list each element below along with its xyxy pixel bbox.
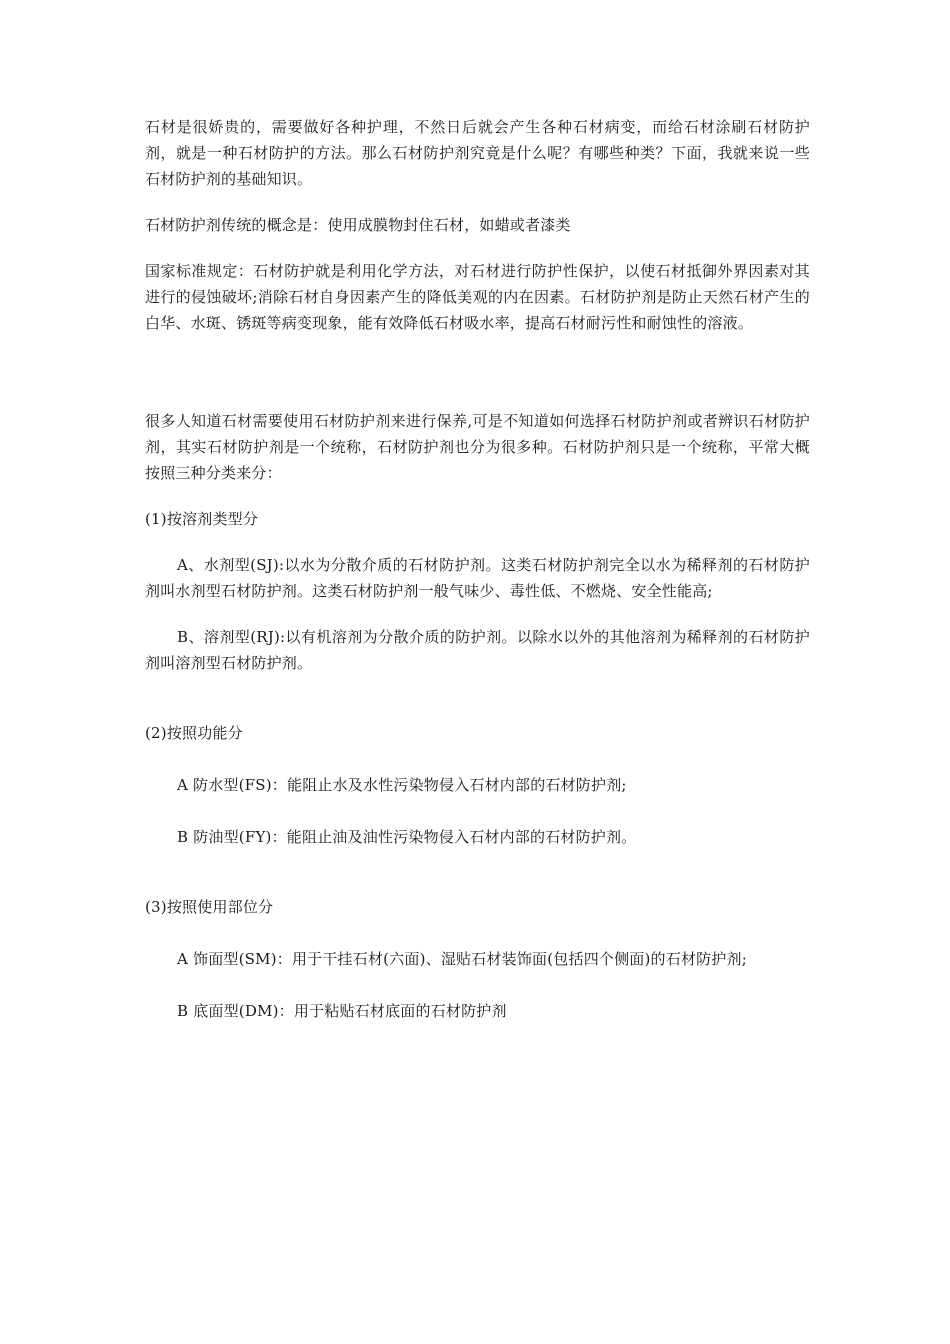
section1-item-b: B、溶剂型(RJ):以有机溶剂为分散介质的防护剂。以除水以外的其他溶剂为稀释剂的石材防护剂叫溶剂型石材防护剂。 [145,628,810,672]
section2-item-b: B 防油型(FY)：能阻止油及油性污染物侵入石材内部的石材防护剂。 [177,828,637,846]
section3-item-a: A 饰面型(SM)：用于干挂石材(六面)、湿贴石材装饰面(包括四个侧面)的石材防护剂; [177,950,748,968]
section2-heading: (2)按照功能分 [145,724,243,742]
traditional-concept-paragraph: 石材防护剂传统的概念是：使用成膜物封住石材，如蜡或者漆类 [145,216,571,234]
section1-item-a: A、水剂型(SJ):以水为分散介质的石材防护剂。这类石材防护剂完全以水为稀释剂的石材防护剂叫水剂型石材防护剂。这类石材防护剂一般气味少、毒性低、不燃烧、安全性能高; [145,556,810,600]
section3-item-b: B 底面型(DM)：用于粘贴石材底面的石材防护剂 [177,1002,507,1020]
section2-item-a: A 防水型(FS)：能阻止水及水性污染物侵入石材内部的石材防护剂; [177,776,627,794]
section1-heading: (1)按溶剂类型分 [145,510,259,528]
classification-intro-paragraph: 很多人知道石材需要使用石材防护剂来进行保养,可是不知道如何选择石材防护剂或者辨识石材防护剂，其实石材防护剂是一个统称，石材防护剂也分为很多种。石材防护剂只是一个统称，平常大概按照三种分类来分： [145,412,810,482]
document-page [145,114,810,1024]
national-standard-paragraph: 国家标准规定：石材防护就是利用化学方法，对石材进行防护性保护，以使石材抵御外界因素对其进行的侵蚀破坏;消除石材自身因素产生的降低美观的内在因素。石材防护剂是防止天然石材产生的白华、水斑、锈斑等病变现象，能有效降低石材吸水率，提高石材耐污性和耐蚀性的溶液。 [145,262,810,332]
section3-heading: (3)按照使用部位分 [145,898,274,916]
intro-paragraph: 石材是很娇贵的，需要做好各种护理，不然日后就会产生各种石材病变，而给石材涂刷石材防护剂，就是一种石材防护的方法。那么石材防护剂究竟是什么呢？有哪些种类？下面，我就来说一些石材防护剂的基础知识。 [145,118,810,188]
